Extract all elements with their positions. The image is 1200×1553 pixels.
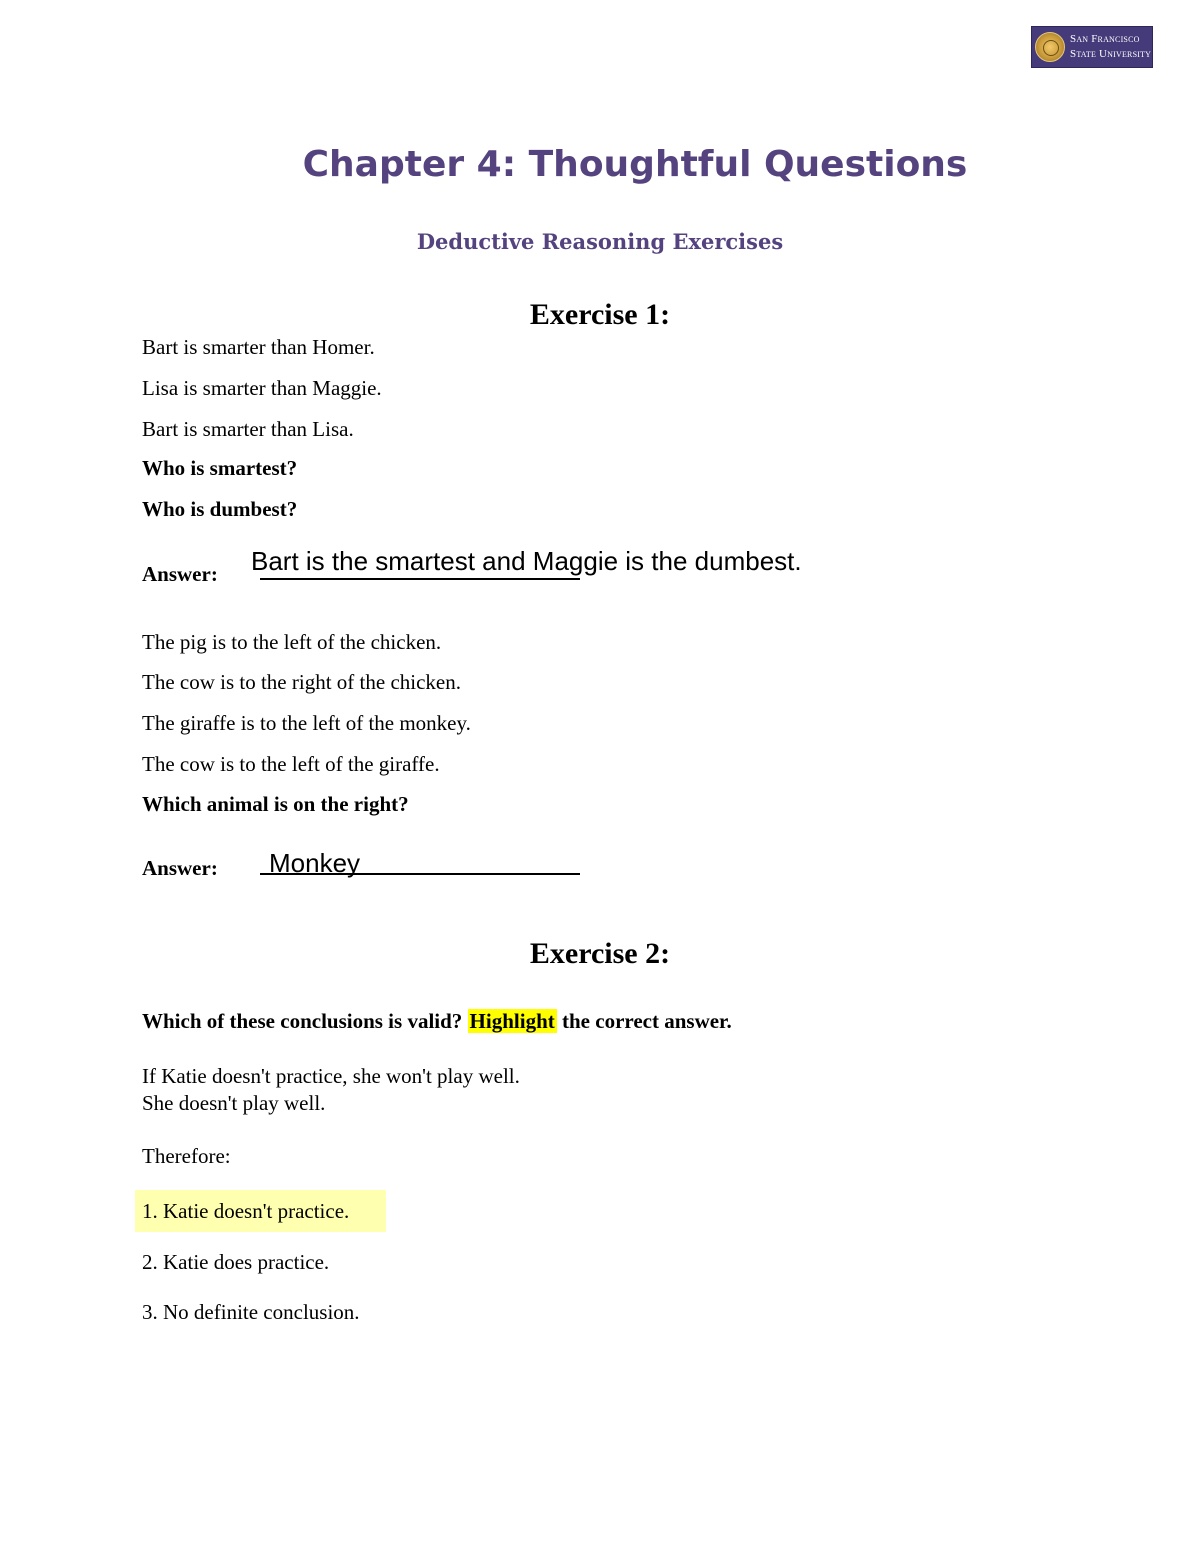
choice-option[interactable]: 2. Katie does practice.	[142, 1250, 330, 1274]
answer-label: Answer:	[142, 562, 218, 586]
exercise-2-heading: Exercise 2:	[529, 937, 671, 970]
statement-line: Bart is smarter than Lisa.	[142, 417, 354, 441]
question-line: Who is smartest?	[142, 456, 298, 480]
answer-label: Answer:	[142, 856, 218, 880]
question-line: Who is dumbest?	[142, 497, 298, 521]
university-logo	[1031, 26, 1153, 68]
prompt-highlight-word: Highlight	[469, 1009, 555, 1033]
statement-line: The pig is to the left of the chicken.	[142, 630, 442, 654]
page-title: Chapter 4: Thoughtful Questions	[302, 144, 968, 185]
statement-line: Lisa is smarter than Maggie.	[142, 376, 382, 400]
statement-line: The cow is to the left of the giraffe.	[142, 752, 440, 776]
university-seal-icon	[1035, 32, 1065, 62]
prompt-text: the correct answer.	[562, 1009, 732, 1033]
question-line: Which animal is on the right?	[142, 792, 409, 816]
logo-text	[1070, 32, 1151, 62]
exercise-1-heading: Exercise 1:	[529, 298, 671, 331]
answer-underline	[260, 578, 580, 580]
prompt-text: Which of these conclusions is valid?	[142, 1009, 463, 1033]
logo-line-2: State University	[1070, 48, 1152, 60]
choice-option[interactable]: 3. No definite conclusion.	[142, 1300, 360, 1324]
answer-field[interactable]: Bart is the smartest and Maggie is the dumbest.	[251, 546, 802, 576]
statement-line: The cow is to the right of the chicken.	[142, 670, 461, 694]
statement-line: The giraffe is to the left of the monkey.	[142, 711, 471, 735]
premise-line: She doesn't play well.	[142, 1091, 326, 1115]
statement-line: Bart is smarter than Homer.	[142, 335, 375, 359]
page-subtitle: Deductive Reasoning Exercises	[416, 229, 784, 254]
exercise-2-prompt	[142, 1009, 732, 1034]
logo-line-1: San Francisco	[1070, 33, 1140, 45]
answer-field[interactable]: Monkey	[269, 848, 361, 878]
therefore-label: Therefore:	[142, 1144, 231, 1168]
choice-option[interactable]: 1. Katie doesn't practice.	[142, 1199, 350, 1223]
premise-line: If Katie doesn't practice, she won't play well.	[142, 1064, 520, 1088]
